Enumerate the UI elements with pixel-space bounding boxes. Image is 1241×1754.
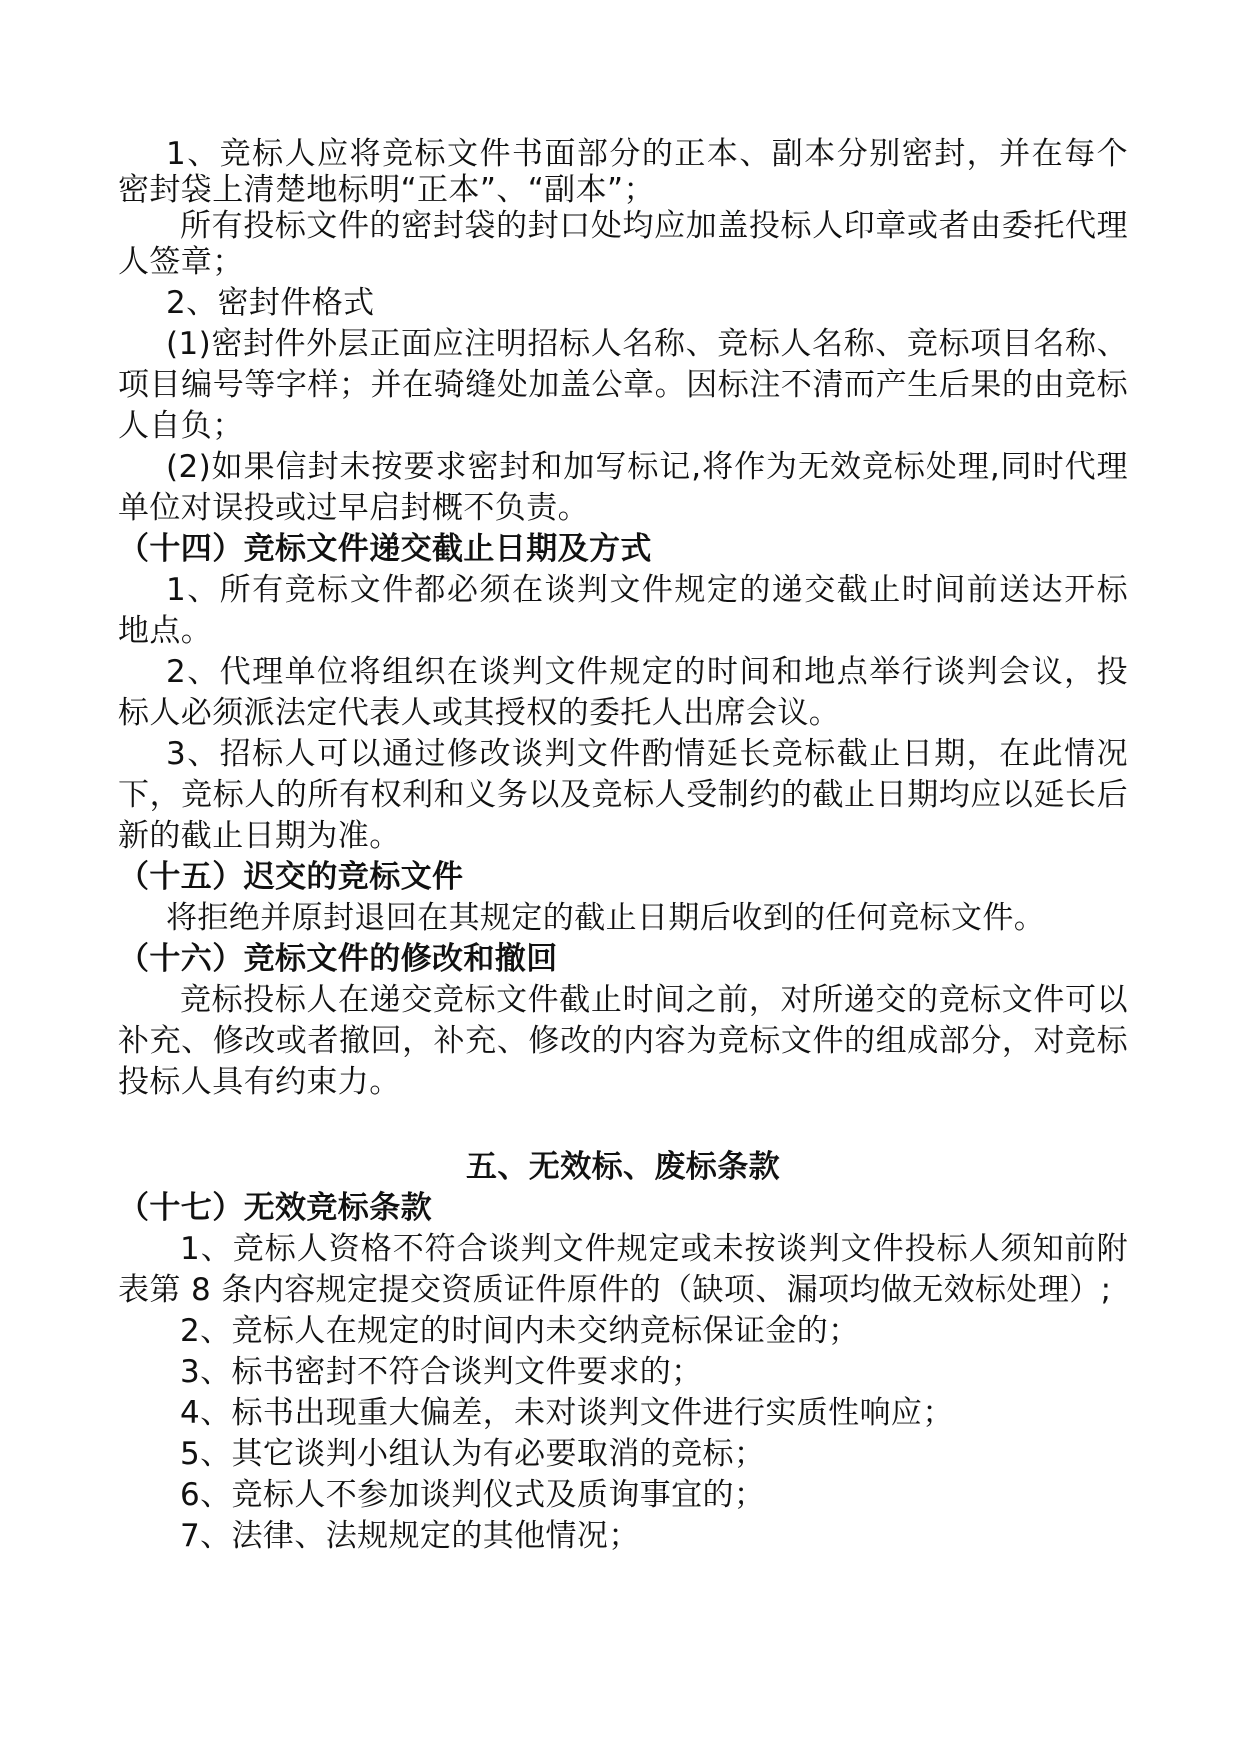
seal-format-item-2: (2)如果信封未按要求密封和加写标记,将作为无效竞标处理,同时代理单位对误投或过早启封概不负责。 [118, 449, 1128, 526]
section-14-item-2: 2、代理单位将组织在谈判文件规定的时间和地点举行谈判会议，投标人必须派法定代表人或其授权的委托人出席会议。 [118, 654, 1128, 731]
seal-paragraph-1: 1、竞标人应将竞标文件书面部分的正本、副本分别密封，并在每个密封袋上清楚地标明“正本”、“副本”； [118, 136, 1128, 208]
section-16-text: 竞标投标人在递交竞标文件截止时间之前，对所递交的竞标文件可以补充、修改或者撤回，补充、修改的内容为竞标文件的组成部分，对竞标投标人具有约束力。 [118, 982, 1128, 1100]
section-14-item-3: 3、招标人可以通过修改谈判文件酌情延长竞标截止日期，在此情况下，竞标人的所有权利和义务以及竞标人受制约的截止日期均应以延长后新的截止日期为准。 [118, 736, 1128, 854]
invalid-bid-item-6: 6、竞标人不参加谈判仪式及质询事宜的； [180, 1477, 766, 1513]
section-16-heading: （十六）竞标文件的修改和撤回 [118, 941, 558, 977]
invalid-bid-item-3: 3、标书密封不符合谈判文件要求的； [180, 1354, 703, 1390]
section-14-item-1: 1、所有竞标文件都必须在谈判文件规定的递交截止时间前送达开标地点。 [118, 572, 1128, 649]
seal-format-heading: 2、密封件格式 [166, 285, 375, 321]
section-15-text: 将拒绝并原封退回在其规定的截止日期后收到的任何竞标文件。 [166, 900, 1046, 936]
invalid-bid-item-5: 5、其它谈判小组认为有必要取消的竞标； [180, 1436, 766, 1472]
invalid-bid-item-7: 7、法律、法规规定的其他情况； [180, 1518, 640, 1554]
seal-paragraph-2: 所有投标文件的密封袋的封口处均应加盖投标人印章或者由委托代理人签章； [118, 208, 1128, 280]
invalid-bid-item-4: 4、标书出现重大偏差，未对谈判文件进行实质性响应； [180, 1395, 954, 1431]
section-14-heading: （十四）竞标文件递交截止日期及方式 [118, 531, 652, 567]
chapter-5-title: 五、无效标、废标条款 [466, 1149, 780, 1185]
document-body [118, 136, 1128, 1557]
section-15-heading: （十五）迟交的竞标文件 [118, 859, 464, 895]
seal-format-item-1: (1)密封件外层正面应注明招标人名称、竞标人名称、竞标项目名称、项目编号等字样；并在骑缝处加盖公章。因标注不清而产生后果的由竞标人自负； [118, 326, 1128, 444]
invalid-bid-item-1: 1、竞标人资格不符合谈判文件规定或未按谈判文件投标人须知前附表第 8 条内容规定提交资质证件原件的（缺项、漏项均做无效标处理）; [118, 1231, 1128, 1308]
section-17-heading: （十七）无效竞标条款 [118, 1190, 432, 1226]
invalid-bid-item-2: 2、竞标人在规定的时间内未交纳竞标保证金的； [180, 1313, 860, 1349]
